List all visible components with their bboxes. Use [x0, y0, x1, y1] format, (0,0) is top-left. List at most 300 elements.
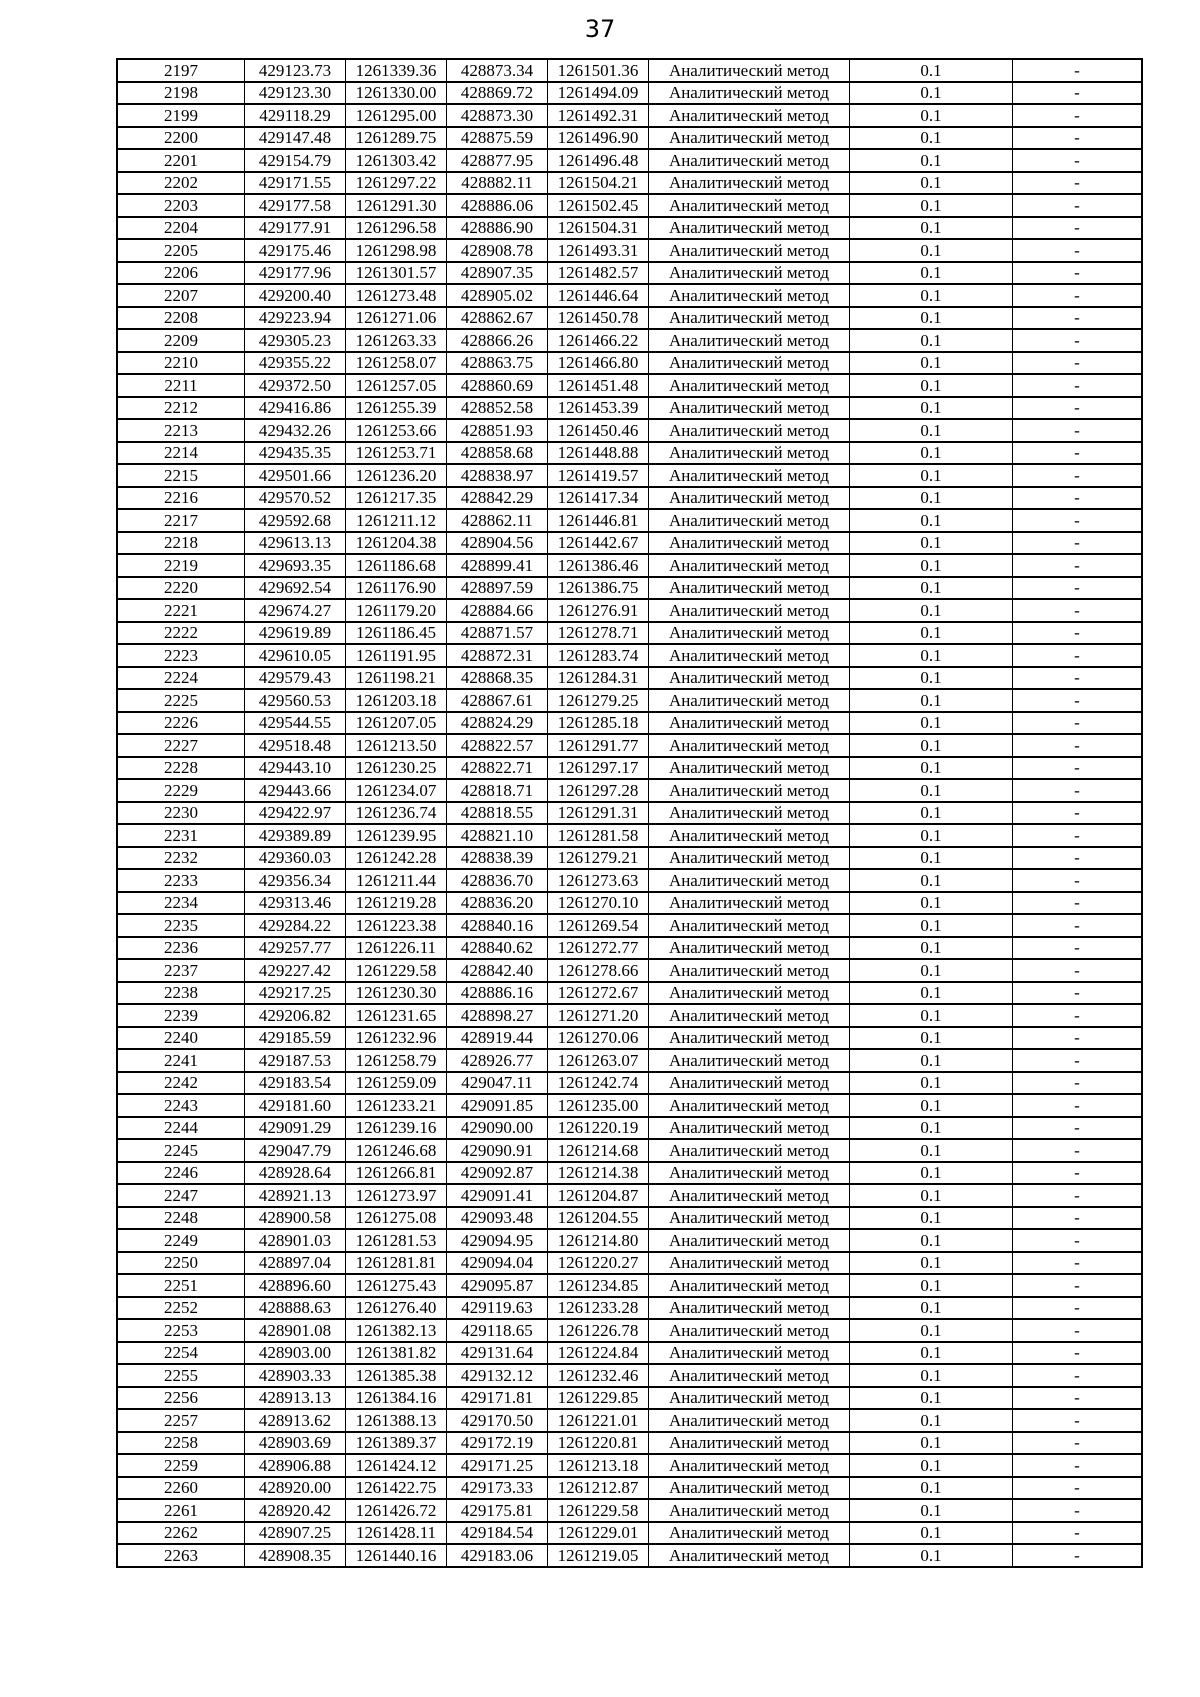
y-coordinate-cell: 1261211.12: [346, 509, 447, 532]
y-coordinate-cell: 1261426.72: [346, 1499, 447, 1522]
method-cell: Аналитический метод: [649, 172, 850, 195]
point-number-cell: 2256: [117, 1387, 245, 1410]
x-coordinate-cell: 428900.58: [245, 1207, 346, 1230]
accuracy-cell: 0.1: [850, 104, 1013, 127]
x-coordinate-cell: 428896.60: [245, 1274, 346, 1297]
table-row: [117, 622, 1142, 645]
x2-coordinate-cell: 429119.63: [447, 1297, 548, 1320]
y2-coordinate-cell: 1261272.77: [548, 937, 649, 960]
note-cell: -: [1013, 1207, 1143, 1230]
note-cell: -: [1013, 847, 1143, 870]
table-row: [117, 1117, 1142, 1140]
accuracy-cell: 0.1: [850, 1454, 1013, 1477]
y2-coordinate-cell: 1261270.10: [548, 892, 649, 915]
note-cell: -: [1013, 622, 1143, 645]
note-cell: -: [1013, 532, 1143, 555]
y-coordinate-cell: 1261176.90: [346, 577, 447, 600]
accuracy-cell: 0.1: [850, 487, 1013, 510]
method-cell: Аналитический метод: [649, 937, 850, 960]
y-coordinate-cell: 1261186.68: [346, 554, 447, 577]
accuracy-cell: 0.1: [850, 464, 1013, 487]
y2-coordinate-cell: 1261450.46: [548, 419, 649, 442]
note-cell: -: [1013, 1027, 1143, 1050]
point-number-cell: 2198: [117, 82, 245, 105]
point-number-cell: 2221: [117, 599, 245, 622]
y2-coordinate-cell: 1261504.21: [548, 172, 649, 195]
note-cell: -: [1013, 667, 1143, 690]
point-number-cell: 2261: [117, 1499, 245, 1522]
accuracy-cell: 0.1: [850, 1297, 1013, 1320]
x-coordinate-cell: 429187.53: [245, 1049, 346, 1072]
x2-coordinate-cell: 429173.33: [447, 1477, 548, 1500]
x2-coordinate-cell: 428858.68: [447, 442, 548, 465]
y2-coordinate-cell: 1261263.07: [548, 1049, 649, 1072]
y-coordinate-cell: 1261255.39: [346, 397, 447, 420]
y-coordinate-cell: 1261203.18: [346, 689, 447, 712]
accuracy-cell: 0.1: [850, 1432, 1013, 1455]
method-cell: Аналитический метод: [649, 284, 850, 307]
accuracy-cell: 0.1: [850, 937, 1013, 960]
accuracy-cell: 0.1: [850, 554, 1013, 577]
accuracy-cell: 0.1: [850, 1027, 1013, 1050]
y2-coordinate-cell: 1261232.46: [548, 1364, 649, 1387]
method-cell: Аналитический метод: [649, 1522, 850, 1545]
point-number-cell: 2262: [117, 1522, 245, 1545]
x2-coordinate-cell: 428897.59: [447, 577, 548, 600]
y-coordinate-cell: 1261259.09: [346, 1072, 447, 1095]
accuracy-cell: 0.1: [850, 599, 1013, 622]
x2-coordinate-cell: 428821.10: [447, 824, 548, 847]
x2-coordinate-cell: 428904.56: [447, 532, 548, 555]
note-cell: -: [1013, 329, 1143, 352]
x-coordinate-cell: 429360.03: [245, 847, 346, 870]
note-cell: -: [1013, 464, 1143, 487]
method-cell: Аналитический метод: [649, 1094, 850, 1117]
table-row: [117, 554, 1142, 577]
y2-coordinate-cell: 1261229.58: [548, 1499, 649, 1522]
accuracy-cell: 0.1: [850, 892, 1013, 915]
x-coordinate-cell: 429356.34: [245, 869, 346, 892]
method-cell: Аналитический метод: [649, 194, 850, 217]
x-coordinate-cell: 429313.46: [245, 892, 346, 915]
note-cell: -: [1013, 127, 1143, 150]
y2-coordinate-cell: 1261446.64: [548, 284, 649, 307]
y2-coordinate-cell: 1261224.84: [548, 1342, 649, 1365]
x-coordinate-cell: 429613.13: [245, 532, 346, 555]
accuracy-cell: 0.1: [850, 757, 1013, 780]
point-number-cell: 2220: [117, 577, 245, 600]
y-coordinate-cell: 1261291.30: [346, 194, 447, 217]
method-cell: Аналитический метод: [649, 419, 850, 442]
method-cell: Аналитический метод: [649, 262, 850, 285]
x-coordinate-cell: 429185.59: [245, 1027, 346, 1050]
accuracy-cell: 0.1: [850, 1342, 1013, 1365]
accuracy-cell: 0.1: [850, 172, 1013, 195]
table-row: [117, 937, 1142, 960]
accuracy-cell: 0.1: [850, 779, 1013, 802]
point-number-cell: 2255: [117, 1364, 245, 1387]
x-coordinate-cell: 429183.54: [245, 1072, 346, 1095]
method-cell: Аналитический метод: [649, 1477, 850, 1500]
table-row: [117, 847, 1142, 870]
y2-coordinate-cell: 1261279.25: [548, 689, 649, 712]
accuracy-cell: 0.1: [850, 284, 1013, 307]
accuracy-cell: 0.1: [850, 374, 1013, 397]
y-coordinate-cell: 1261204.38: [346, 532, 447, 555]
y-coordinate-cell: 1261276.40: [346, 1297, 447, 1320]
y-coordinate-cell: 1261271.06: [346, 307, 447, 330]
x2-coordinate-cell: 428899.41: [447, 554, 548, 577]
point-number-cell: 2210: [117, 352, 245, 375]
x-coordinate-cell: 429579.43: [245, 667, 346, 690]
x-coordinate-cell: 429518.48: [245, 734, 346, 757]
y2-coordinate-cell: 1261213.18: [548, 1454, 649, 1477]
note-cell: -: [1013, 1274, 1143, 1297]
point-number-cell: 2232: [117, 847, 245, 870]
accuracy-cell: 0.1: [850, 1544, 1013, 1567]
accuracy-cell: 0.1: [850, 1049, 1013, 1072]
y-coordinate-cell: 1261297.22: [346, 172, 447, 195]
x2-coordinate-cell: 428886.16: [447, 982, 548, 1005]
y-coordinate-cell: 1261381.82: [346, 1342, 447, 1365]
x-coordinate-cell: 429305.23: [245, 329, 346, 352]
accuracy-cell: 0.1: [850, 239, 1013, 262]
y2-coordinate-cell: 1261242.74: [548, 1072, 649, 1095]
y2-coordinate-cell: 1261386.46: [548, 554, 649, 577]
method-cell: Аналитический метод: [649, 1319, 850, 1342]
x-coordinate-cell: 428903.33: [245, 1364, 346, 1387]
note-cell: -: [1013, 892, 1143, 915]
x2-coordinate-cell: 429093.48: [447, 1207, 548, 1230]
y-coordinate-cell: 1261253.66: [346, 419, 447, 442]
accuracy-cell: 0.1: [850, 959, 1013, 982]
note-cell: -: [1013, 419, 1143, 442]
accuracy-cell: 0.1: [850, 847, 1013, 870]
x-coordinate-cell: 429091.29: [245, 1117, 346, 1140]
note-cell: -: [1013, 1432, 1143, 1455]
table-row: [117, 1027, 1142, 1050]
method-cell: Аналитический метод: [649, 667, 850, 690]
method-cell: Аналитический метод: [649, 442, 850, 465]
x-coordinate-cell: 429692.54: [245, 577, 346, 600]
note-cell: -: [1013, 1117, 1143, 1140]
note-cell: -: [1013, 239, 1143, 262]
y-coordinate-cell: 1261207.05: [346, 712, 447, 735]
y-coordinate-cell: 1261219.28: [346, 892, 447, 915]
y2-coordinate-cell: 1261451.48: [548, 374, 649, 397]
x2-coordinate-cell: 428822.57: [447, 734, 548, 757]
method-cell: Аналитический метод: [649, 1499, 850, 1522]
table-row: [117, 329, 1142, 352]
point-number-cell: 2257: [117, 1409, 245, 1432]
method-cell: Аналитический метод: [649, 869, 850, 892]
y2-coordinate-cell: 1261291.77: [548, 734, 649, 757]
accuracy-cell: 0.1: [850, 59, 1013, 82]
note-cell: -: [1013, 824, 1143, 847]
y2-coordinate-cell: 1261442.67: [548, 532, 649, 555]
table-row: [117, 419, 1142, 442]
method-cell: Аналитический метод: [649, 779, 850, 802]
y-coordinate-cell: 1261230.30: [346, 982, 447, 1005]
point-number-cell: 2200: [117, 127, 245, 150]
x-coordinate-cell: 429047.79: [245, 1139, 346, 1162]
method-cell: Аналитический метод: [649, 892, 850, 915]
point-number-cell: 2253: [117, 1319, 245, 1342]
note-cell: -: [1013, 914, 1143, 937]
y-coordinate-cell: 1261223.38: [346, 914, 447, 937]
y2-coordinate-cell: 1261212.87: [548, 1477, 649, 1500]
point-number-cell: 2224: [117, 667, 245, 690]
table-row: [117, 1544, 1142, 1567]
x2-coordinate-cell: 428842.40: [447, 959, 548, 982]
x-coordinate-cell: 429435.35: [245, 442, 346, 465]
accuracy-cell: 0.1: [850, 329, 1013, 352]
accuracy-cell: 0.1: [850, 577, 1013, 600]
accuracy-cell: 0.1: [850, 127, 1013, 150]
note-cell: -: [1013, 397, 1143, 420]
accuracy-cell: 0.1: [850, 1477, 1013, 1500]
method-cell: Аналитический метод: [649, 712, 850, 735]
point-number-cell: 2214: [117, 442, 245, 465]
point-number-cell: 2235: [117, 914, 245, 937]
x-coordinate-cell: 429123.73: [245, 59, 346, 82]
accuracy-cell: 0.1: [850, 1094, 1013, 1117]
x2-coordinate-cell: 429047.11: [447, 1072, 548, 1095]
y2-coordinate-cell: 1261482.57: [548, 262, 649, 285]
table-row: [117, 442, 1142, 465]
x-coordinate-cell: 429284.22: [245, 914, 346, 937]
y2-coordinate-cell: 1261221.01: [548, 1409, 649, 1432]
y2-coordinate-cell: 1261453.39: [548, 397, 649, 420]
point-number-cell: 2244: [117, 1117, 245, 1140]
point-number-cell: 2231: [117, 824, 245, 847]
table-row: [117, 869, 1142, 892]
y2-coordinate-cell: 1261291.31: [548, 802, 649, 825]
table-row: [117, 307, 1142, 330]
table-row: [117, 1409, 1142, 1432]
table-row: [117, 1049, 1142, 1072]
x-coordinate-cell: 429674.27: [245, 599, 346, 622]
x2-coordinate-cell: 428840.62: [447, 937, 548, 960]
y-coordinate-cell: 1261273.48: [346, 284, 447, 307]
y2-coordinate-cell: 1261219.05: [548, 1544, 649, 1567]
y2-coordinate-cell: 1261276.91: [548, 599, 649, 622]
y2-coordinate-cell: 1261204.55: [548, 1207, 649, 1230]
accuracy-cell: 0.1: [850, 914, 1013, 937]
x-coordinate-cell: 428908.35: [245, 1544, 346, 1567]
point-number-cell: 2204: [117, 217, 245, 240]
y2-coordinate-cell: 1261283.74: [548, 644, 649, 667]
table-row: [117, 127, 1142, 150]
x-coordinate-cell: 428903.00: [245, 1342, 346, 1365]
method-cell: Аналитический метод: [649, 127, 850, 150]
point-number-cell: 2251: [117, 1274, 245, 1297]
note-cell: -: [1013, 1522, 1143, 1545]
x2-coordinate-cell: 429131.64: [447, 1342, 548, 1365]
accuracy-cell: 0.1: [850, 1229, 1013, 1252]
y-coordinate-cell: 1261422.75: [346, 1477, 447, 1500]
y-coordinate-cell: 1261246.68: [346, 1139, 447, 1162]
y2-coordinate-cell: 1261297.28: [548, 779, 649, 802]
accuracy-cell: 0.1: [850, 442, 1013, 465]
note-cell: -: [1013, 689, 1143, 712]
x2-coordinate-cell: 429172.19: [447, 1432, 548, 1455]
y2-coordinate-cell: 1261229.85: [548, 1387, 649, 1410]
page-number: 37: [584, 15, 616, 43]
x2-coordinate-cell: 428842.29: [447, 487, 548, 510]
x2-coordinate-cell: 428851.93: [447, 419, 548, 442]
x2-coordinate-cell: 429184.54: [447, 1522, 548, 1545]
accuracy-cell: 0.1: [850, 1274, 1013, 1297]
x2-coordinate-cell: 428886.06: [447, 194, 548, 217]
accuracy-cell: 0.1: [850, 419, 1013, 442]
table-row: [117, 532, 1142, 555]
x2-coordinate-cell: 428873.34: [447, 59, 548, 82]
x2-coordinate-cell: 428877.95: [447, 149, 548, 172]
x2-coordinate-cell: 429183.06: [447, 1544, 548, 1567]
table-row: [117, 509, 1142, 532]
y2-coordinate-cell: 1261272.67: [548, 982, 649, 1005]
accuracy-cell: 0.1: [850, 1409, 1013, 1432]
method-cell: Аналитический метод: [649, 104, 850, 127]
note-cell: -: [1013, 1229, 1143, 1252]
note-cell: -: [1013, 1342, 1143, 1365]
point-number-cell: 2217: [117, 509, 245, 532]
table-row: [117, 689, 1142, 712]
table-row: [117, 1162, 1142, 1185]
point-number-cell: 2249: [117, 1229, 245, 1252]
point-number-cell: 2201: [117, 149, 245, 172]
x-coordinate-cell: 429560.53: [245, 689, 346, 712]
y2-coordinate-cell: 1261204.87: [548, 1184, 649, 1207]
y-coordinate-cell: 1261239.95: [346, 824, 447, 847]
y-coordinate-cell: 1261440.16: [346, 1544, 447, 1567]
x2-coordinate-cell: 429171.81: [447, 1387, 548, 1410]
note-cell: -: [1013, 1477, 1143, 1500]
table-row: [117, 1184, 1142, 1207]
note-cell: -: [1013, 1094, 1143, 1117]
note-cell: -: [1013, 82, 1143, 105]
method-cell: Аналитический метод: [649, 982, 850, 1005]
y-coordinate-cell: 1261281.81: [346, 1252, 447, 1275]
x-coordinate-cell: 428901.08: [245, 1319, 346, 1342]
x2-coordinate-cell: 428818.55: [447, 802, 548, 825]
point-number-cell: 2230: [117, 802, 245, 825]
x-coordinate-cell: 429177.58: [245, 194, 346, 217]
accuracy-cell: 0.1: [850, 1184, 1013, 1207]
note-cell: -: [1013, 104, 1143, 127]
y-coordinate-cell: 1261296.58: [346, 217, 447, 240]
table-row: [117, 892, 1142, 915]
method-cell: Аналитический метод: [649, 847, 850, 870]
x-coordinate-cell: 429389.89: [245, 824, 346, 847]
point-number-cell: 2237: [117, 959, 245, 982]
y-coordinate-cell: 1261236.74: [346, 802, 447, 825]
point-number-cell: 2226: [117, 712, 245, 735]
table-row: [117, 1454, 1142, 1477]
x-coordinate-cell: 429217.25: [245, 982, 346, 1005]
x2-coordinate-cell: 428840.16: [447, 914, 548, 937]
note-cell: -: [1013, 712, 1143, 735]
x-coordinate-cell: 429227.42: [245, 959, 346, 982]
point-number-cell: 2216: [117, 487, 245, 510]
y2-coordinate-cell: 1261281.58: [548, 824, 649, 847]
method-cell: Аналитический метод: [649, 307, 850, 330]
method-cell: Аналитический метод: [649, 824, 850, 847]
y-coordinate-cell: 1261281.53: [346, 1229, 447, 1252]
y2-coordinate-cell: 1261214.80: [548, 1229, 649, 1252]
note-cell: -: [1013, 1297, 1143, 1320]
y-coordinate-cell: 1261266.81: [346, 1162, 447, 1185]
y2-coordinate-cell: 1261493.31: [548, 239, 649, 262]
method-cell: Аналитический метод: [649, 1049, 850, 1072]
y-coordinate-cell: 1261275.43: [346, 1274, 447, 1297]
y-coordinate-cell: 1261263.33: [346, 329, 447, 352]
point-number-cell: 2213: [117, 419, 245, 442]
x2-coordinate-cell: 428863.75: [447, 352, 548, 375]
y2-coordinate-cell: 1261271.20: [548, 1004, 649, 1027]
table-row: [117, 1432, 1142, 1455]
note-cell: -: [1013, 194, 1143, 217]
note-cell: -: [1013, 1184, 1143, 1207]
y2-coordinate-cell: 1261501.36: [548, 59, 649, 82]
y2-coordinate-cell: 1261273.63: [548, 869, 649, 892]
accuracy-cell: 0.1: [850, 1252, 1013, 1275]
point-number-cell: 2234: [117, 892, 245, 915]
x-coordinate-cell: 429544.55: [245, 712, 346, 735]
method-cell: Аналитический метод: [649, 577, 850, 600]
point-number-cell: 2212: [117, 397, 245, 420]
point-number-cell: 2248: [117, 1207, 245, 1230]
x-coordinate-cell: 428897.04: [245, 1252, 346, 1275]
method-cell: Аналитический метод: [649, 1207, 850, 1230]
x2-coordinate-cell: 429170.50: [447, 1409, 548, 1432]
table-row: [117, 1499, 1142, 1522]
accuracy-cell: 0.1: [850, 734, 1013, 757]
y2-coordinate-cell: 1261226.78: [548, 1319, 649, 1342]
y-coordinate-cell: 1261231.65: [346, 1004, 447, 1027]
point-number-cell: 2222: [117, 622, 245, 645]
accuracy-cell: 0.1: [850, 1522, 1013, 1545]
note-cell: -: [1013, 1162, 1143, 1185]
accuracy-cell: 0.1: [850, 824, 1013, 847]
point-number-cell: 2199: [117, 104, 245, 127]
x-coordinate-cell: 428921.13: [245, 1184, 346, 1207]
method-cell: Аналитический метод: [649, 239, 850, 262]
x2-coordinate-cell: 428905.02: [447, 284, 548, 307]
y2-coordinate-cell: 1261297.17: [548, 757, 649, 780]
x-coordinate-cell: 429257.77: [245, 937, 346, 960]
x-coordinate-cell: 429422.97: [245, 802, 346, 825]
table-row: [117, 194, 1142, 217]
x2-coordinate-cell: 428875.59: [447, 127, 548, 150]
x-coordinate-cell: 429570.52: [245, 487, 346, 510]
method-cell: Аналитический метод: [649, 1162, 850, 1185]
table-row: [117, 914, 1142, 937]
y2-coordinate-cell: 1261220.27: [548, 1252, 649, 1275]
point-number-cell: 2239: [117, 1004, 245, 1027]
method-cell: Аналитический метод: [649, 509, 850, 532]
table-row: [117, 802, 1142, 825]
y2-coordinate-cell: 1261496.48: [548, 149, 649, 172]
y2-coordinate-cell: 1261285.18: [548, 712, 649, 735]
table-row: [117, 239, 1142, 262]
point-number-cell: 2229: [117, 779, 245, 802]
x-coordinate-cell: 429200.40: [245, 284, 346, 307]
x2-coordinate-cell: 428838.97: [447, 464, 548, 487]
accuracy-cell: 0.1: [850, 712, 1013, 735]
note-cell: -: [1013, 779, 1143, 802]
